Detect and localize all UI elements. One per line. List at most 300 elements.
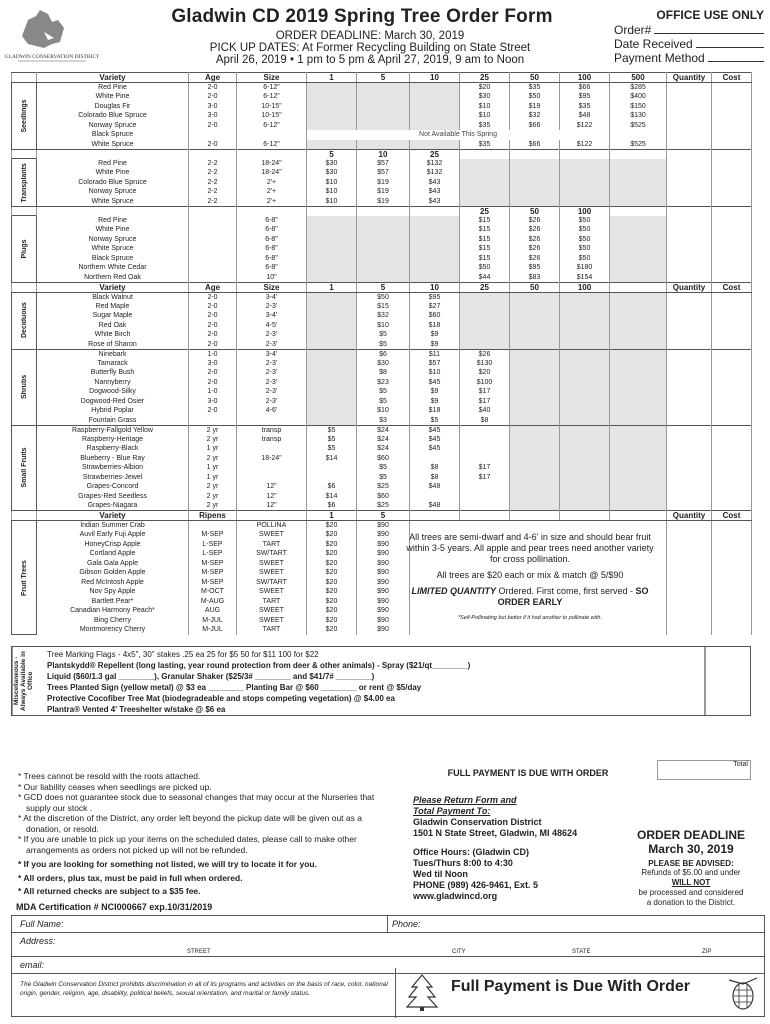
table-cell: $26 [510, 235, 560, 245]
table-cell: 2-3' [237, 387, 307, 397]
fruit-note-price: All trees are $20 each or mix & match @ 5/$90 [436, 570, 624, 580]
total-box[interactable] [657, 760, 751, 780]
column-header-5: 5 [357, 511, 410, 521]
not-available-note: Not Available This Spring [307, 130, 610, 140]
table-row [12, 225, 752, 235]
quantity-cell[interactable] [667, 397, 712, 407]
cost-cell[interactable] [712, 235, 752, 245]
table-cell: $14 [307, 454, 357, 464]
table-cell [460, 168, 510, 178]
cost-cell[interactable] [712, 578, 752, 588]
quantity-cell[interactable] [667, 244, 712, 254]
table-cell [237, 463, 307, 473]
variety-name: Raspberry-Heritage [37, 435, 189, 445]
quantity-cell[interactable] [667, 616, 712, 626]
cost-cell[interactable] [712, 501, 752, 511]
cost-cell[interactable] [712, 397, 752, 407]
table-cell: $95 [410, 292, 460, 302]
cost-cell[interactable] [712, 178, 752, 188]
cost-cell[interactable] [712, 425, 752, 435]
table-cell [610, 425, 667, 435]
cost-cell[interactable] [712, 302, 752, 312]
table-cell: $10 [357, 321, 410, 331]
quantity-cell[interactable] [667, 263, 712, 273]
quantity-cell[interactable] [667, 540, 712, 550]
table-cell [307, 330, 357, 340]
table-row [12, 321, 752, 331]
table-cell: L-SEP [189, 540, 237, 550]
variety-name: Bing Cherry [37, 616, 189, 626]
table-cell: $285 [610, 83, 667, 93]
section-spacer [12, 511, 37, 521]
column-header-quantity: Quantity [667, 73, 712, 83]
cost-cell[interactable] [712, 102, 752, 112]
table-cell: 2-2 [189, 159, 237, 169]
quantity-cell[interactable] [667, 178, 712, 188]
table-cell [189, 216, 237, 226]
table-cell: SW/TART [237, 549, 307, 559]
table-cell [357, 83, 410, 93]
table-cell: 2-0 [189, 292, 237, 302]
table-cell [307, 83, 357, 93]
variety-name: HoneyCrisp Apple [37, 540, 189, 550]
cost-cell[interactable] [712, 625, 752, 635]
fruit-note-limited: LIMITED QUANTITY Ordered. First come, first served - SO ORDER EARLY [411, 586, 649, 607]
misc-cost-column[interactable] [705, 647, 750, 715]
table-cell: $20 [307, 597, 357, 607]
quantity-cell[interactable] [667, 340, 712, 350]
table-cell [307, 340, 357, 350]
quantity-cell[interactable] [667, 83, 712, 93]
district-website[interactable]: www.gladwincd.org [413, 891, 498, 901]
cost-cell[interactable] [712, 416, 752, 426]
quantity-cell[interactable] [667, 549, 712, 559]
table-cell: $50 [560, 235, 610, 245]
variety-name: Montmorency Cherry [37, 625, 189, 635]
quantity-cell[interactable] [667, 625, 712, 635]
variety-name: Red Maple [37, 302, 189, 312]
column-header-10: 10 [357, 149, 410, 159]
quantity-cell[interactable] [667, 225, 712, 235]
table-cell [460, 435, 510, 445]
table-cell [510, 444, 560, 454]
table-row [12, 425, 752, 435]
cost-cell[interactable] [712, 321, 752, 331]
quantity-cell[interactable] [667, 606, 712, 616]
table-cell [357, 216, 410, 226]
advise-title: PLEASE BE ADVISED: [648, 859, 734, 868]
table-cell: $60 [357, 492, 410, 502]
full-name-input[interactable] [72, 916, 387, 932]
quantity-cell[interactable] [667, 578, 712, 588]
table-cell [510, 482, 560, 492]
quantity-cell[interactable] [667, 235, 712, 245]
quantity-cell[interactable] [667, 140, 712, 150]
table-cell: 2-0 [189, 140, 237, 150]
quantity-cell[interactable] [667, 349, 712, 359]
table-cell [610, 387, 667, 397]
table-cell [610, 454, 667, 464]
table-cell [307, 302, 357, 312]
table-cell [410, 244, 460, 254]
table-cell: $8 [357, 368, 410, 378]
cost-cell[interactable] [712, 435, 752, 445]
quantity-cell[interactable] [667, 197, 712, 207]
table-cell [610, 216, 667, 226]
misc-item-sign: Trees Planted Sign (yellow metal) @ $3 ea ________ Planting Bar @ $60 ________ or rent @ $5/day [47, 683, 422, 692]
cost-cell[interactable] [712, 349, 752, 359]
cost-cell[interactable] [712, 197, 752, 207]
table-cell: 2-0 [189, 311, 237, 321]
variety-name: White Spruce [37, 244, 189, 254]
table-cell [410, 206, 460, 216]
quantity-cell[interactable] [667, 168, 712, 178]
quantity-cell[interactable] [667, 463, 712, 473]
table-cell [307, 473, 357, 483]
table-cell [610, 292, 667, 302]
cost-cell[interactable] [712, 130, 752, 140]
cost-cell[interactable] [712, 111, 752, 121]
table-cell: TART [237, 597, 307, 607]
quantity-cell[interactable] [667, 368, 712, 378]
cost-cell[interactable] [712, 244, 752, 254]
quantity-cell[interactable] [667, 521, 712, 531]
variety-name: Norway Spruce [37, 187, 189, 197]
table-cell [610, 501, 667, 511]
table-row [12, 130, 752, 140]
table-row [12, 368, 752, 378]
table-cell [610, 159, 667, 169]
quantity-cell[interactable] [667, 444, 712, 454]
table-cell [510, 149, 560, 159]
quantity-cell[interactable] [667, 321, 712, 331]
pickup-location: PICK UP DATES: At Former Recycling Building on State Street [209, 42, 531, 54]
cost-cell[interactable] [712, 83, 752, 93]
cost-cell[interactable] [712, 292, 752, 302]
address-input[interactable] [67, 933, 757, 948]
table-cell [510, 349, 560, 359]
quantity-cell[interactable] [667, 359, 712, 369]
cost-cell[interactable] [712, 273, 752, 283]
cost-cell[interactable] [712, 473, 752, 483]
table-cell: $10 [357, 406, 410, 416]
quantity-cell[interactable] [667, 530, 712, 540]
quantity-cell[interactable] [667, 587, 712, 597]
cost-cell[interactable] [712, 454, 752, 464]
section-label-small-fruits: Small Fruits [12, 425, 37, 511]
table-cell [460, 302, 510, 312]
payment-footer [395, 968, 766, 1018]
cost-cell[interactable] [712, 311, 752, 321]
variety-name: Raspberry-Black [37, 444, 189, 454]
quantity-cell[interactable] [667, 501, 712, 511]
table-cell [357, 121, 410, 131]
quantity-cell[interactable] [667, 559, 712, 569]
table-cell: $10 [307, 197, 357, 207]
cost-cell[interactable] [712, 387, 752, 397]
cost-cell[interactable] [712, 616, 752, 626]
phone-input[interactable] [432, 916, 762, 932]
table-cell: 1 yr [189, 444, 237, 454]
quantity-cell[interactable] [667, 111, 712, 121]
table-row [12, 482, 752, 492]
table-cell: $32 [510, 111, 560, 121]
table-cell [610, 359, 667, 369]
column-header-10: 10 [410, 73, 460, 83]
note-item: * All returned checks are subject to a $35 fee. [18, 886, 398, 897]
cost-cell[interactable] [712, 521, 752, 531]
table-cell [37, 206, 189, 216]
table-cell: $23 [357, 378, 410, 388]
table-cell: $48 [410, 501, 460, 511]
cost-cell[interactable] [712, 559, 752, 569]
table-cell: $43 [410, 197, 460, 207]
table-cell: $30 [307, 168, 357, 178]
cost-cell[interactable] [712, 168, 752, 178]
quantity-cell[interactable] [667, 425, 712, 435]
table-cell: 6-12" [237, 92, 307, 102]
table-cell [460, 340, 510, 350]
cost-cell[interactable] [712, 263, 752, 273]
fruit-note-size: All trees are semi-dwarf and 4-6' in size and should bear fruit within 3-5 years. All apple and pear trees need another variety for cross pollination. [406, 532, 654, 564]
table-cell: $26 [460, 349, 510, 359]
table-cell [510, 197, 560, 207]
quantity-cell[interactable] [667, 159, 712, 169]
misc-section [11, 646, 751, 716]
variety-name: Blueberry - Blue Ray [37, 454, 189, 464]
table-cell: M-JUL [189, 616, 237, 626]
quantity-cell[interactable] [667, 387, 712, 397]
table-cell [460, 187, 510, 197]
table-cell [237, 149, 307, 159]
table-cell [560, 197, 610, 207]
table-cell: $26 [510, 254, 560, 264]
table-cell [560, 349, 610, 359]
table-cell: $19 [357, 178, 410, 188]
cost-cell[interactable] [712, 606, 752, 616]
table-cell: $150 [610, 102, 667, 112]
table-cell: $17 [460, 387, 510, 397]
variety-name: Red Oak [37, 321, 189, 331]
payment-method-field[interactable] [708, 51, 764, 62]
column-header-1: 1 [307, 282, 357, 292]
cost-cell[interactable] [712, 340, 752, 350]
cost-cell[interactable] [712, 549, 752, 559]
cost-cell[interactable] [712, 330, 752, 340]
cost-cell[interactable] [712, 187, 752, 197]
table-cell [410, 235, 460, 245]
quantity-cell[interactable] [667, 216, 712, 226]
column-header-variety: Variety [37, 282, 189, 292]
quantity-cell[interactable] [667, 568, 712, 578]
table-cell [560, 492, 610, 502]
table-row [12, 273, 752, 283]
table-cell [510, 311, 560, 321]
table-cell: 6-8" [237, 225, 307, 235]
table-cell [610, 130, 667, 140]
table-cell: TART [237, 540, 307, 550]
date-received-field[interactable] [696, 37, 764, 48]
cost-cell[interactable] [712, 225, 752, 235]
cost-cell[interactable] [712, 359, 752, 369]
table-row [12, 435, 752, 445]
column-header-5: 5 [357, 282, 410, 292]
cost-cell[interactable] [712, 444, 752, 454]
quantity-cell[interactable] [667, 121, 712, 131]
table-row [12, 235, 752, 245]
table-cell [510, 330, 560, 340]
quantity-cell[interactable] [667, 416, 712, 426]
quantity-cell[interactable] [667, 254, 712, 264]
cost-cell[interactable] [712, 482, 752, 492]
table-cell [307, 111, 357, 121]
cost-cell[interactable] [712, 406, 752, 416]
cost-cell[interactable] [712, 121, 752, 131]
table-cell: $90 [357, 559, 410, 569]
table-cell [510, 397, 560, 407]
table-cell: $20 [307, 540, 357, 550]
table-cell [610, 263, 667, 273]
cost-cell[interactable] [712, 216, 752, 226]
table-cell: 6-12" [237, 83, 307, 93]
table-cell: $45 [410, 444, 460, 454]
cost-cell[interactable] [712, 254, 752, 264]
table-cell: 18-24" [237, 454, 307, 464]
cost-cell[interactable] [712, 140, 752, 150]
table-cell [560, 397, 610, 407]
cost-cell[interactable] [712, 378, 752, 388]
cost-cell[interactable] [712, 597, 752, 607]
nondiscrimination-statement: The Gladwin Conservation District prohibits discrimination in all of its programs and activities on the basis of race, color, national origin, gender, religion, age, disability, political beliefs, sexual orientation, and marital or family status. [20, 981, 388, 997]
table-cell [460, 159, 510, 169]
cost-cell[interactable] [712, 492, 752, 502]
quantity-cell[interactable] [667, 187, 712, 197]
table-row [12, 263, 752, 273]
table-cell: $20 [307, 559, 357, 569]
table-cell: $15 [460, 216, 510, 226]
quantity-cell[interactable] [667, 311, 712, 321]
table-cell: $25 [357, 482, 410, 492]
table-cell: $90 [357, 521, 410, 531]
table-cell: $45 [410, 435, 460, 445]
variety-name: Fountain Grass [37, 416, 189, 426]
table-cell [510, 292, 560, 302]
table-cell [189, 416, 237, 426]
table-cell: $30 [307, 159, 357, 169]
address-label: Address: [20, 936, 56, 946]
table-cell [307, 263, 357, 273]
table-cell: $20 [307, 530, 357, 540]
quantity-cell[interactable] [667, 597, 712, 607]
table-cell: $9 [410, 397, 460, 407]
table-cell [667, 206, 712, 216]
table-cell: 2-3' [237, 340, 307, 350]
column-header-5: 5 [357, 73, 410, 83]
cost-cell[interactable] [712, 587, 752, 597]
quantity-cell[interactable] [667, 482, 712, 492]
cost-cell[interactable] [712, 368, 752, 378]
section-spacer [12, 73, 37, 83]
table-cell [510, 368, 560, 378]
table-cell: $50 [357, 292, 410, 302]
cost-cell[interactable] [712, 568, 752, 578]
table-cell [510, 378, 560, 388]
variety-name: Nannyberry [37, 378, 189, 388]
table-cell: $66 [560, 83, 610, 93]
cost-cell[interactable] [712, 530, 752, 540]
cost-cell[interactable] [712, 92, 752, 102]
cost-cell[interactable] [712, 159, 752, 169]
note-item: * If you are unable to pick up your items on the scheduled dates, please call to make other arrangements as orders not picked up will not be refunded. [18, 834, 398, 855]
cost-cell[interactable] [712, 540, 752, 550]
quantity-cell[interactable] [667, 378, 712, 388]
table-cell [560, 292, 610, 302]
table-cell [410, 216, 460, 226]
quantity-cell[interactable] [667, 92, 712, 102]
table-cell [560, 463, 610, 473]
quantity-cell[interactable] [667, 454, 712, 464]
quantity-cell[interactable] [667, 130, 712, 140]
tree-icon [406, 974, 438, 1012]
variety-name: Red Pine [37, 159, 189, 169]
quantity-cell[interactable] [667, 492, 712, 502]
quantity-cell[interactable] [667, 273, 712, 283]
table-cell: $45 [410, 425, 460, 435]
table-cell: $132 [410, 159, 460, 169]
table-cell [410, 140, 460, 150]
column-header-size: Size [237, 73, 307, 83]
column-header-100: 100 [560, 73, 610, 83]
table-cell: $15 [460, 244, 510, 254]
order-deadline: ORDER DEADLINE: March 30, 2019 [275, 30, 465, 42]
variety-name: White Spruce [37, 140, 189, 150]
table-cell: $30 [357, 359, 410, 369]
table-cell [410, 273, 460, 283]
column-header-variety: Variety [37, 511, 189, 521]
table-cell [560, 482, 610, 492]
table-cell: $5 [357, 340, 410, 350]
table-cell [460, 292, 510, 302]
quantity-cell[interactable] [667, 292, 712, 302]
quantity-cell[interactable] [667, 435, 712, 445]
section-label-seedlings: Seedlings [12, 83, 37, 150]
table-cell: 6-8" [237, 216, 307, 226]
table-cell: $180 [560, 263, 610, 273]
quantity-cell[interactable] [667, 330, 712, 340]
table-cell [560, 311, 610, 321]
table-row [12, 244, 752, 254]
table-cell: $35 [510, 83, 560, 93]
table-cell: $10 [460, 111, 510, 121]
table-cell: $45 [410, 378, 460, 388]
table-cell: $6 [357, 349, 410, 359]
cost-cell[interactable] [712, 463, 752, 473]
table-cell: $26 [510, 225, 560, 235]
quantity-cell[interactable] [667, 406, 712, 416]
order-number-field[interactable] [654, 23, 764, 34]
quantity-cell[interactable] [667, 102, 712, 112]
variety-name: Colorado Blue Spruce [37, 111, 189, 121]
quantity-cell[interactable] [667, 302, 712, 312]
table-cell [610, 235, 667, 245]
table-cell: 2 yr [189, 492, 237, 502]
table-cell [410, 121, 460, 131]
table-cell: M-SEP [189, 578, 237, 588]
column-header-variety: Variety [37, 73, 189, 83]
table-cell: 2-3' [237, 368, 307, 378]
quantity-cell[interactable] [667, 473, 712, 483]
table-cell [237, 206, 307, 216]
